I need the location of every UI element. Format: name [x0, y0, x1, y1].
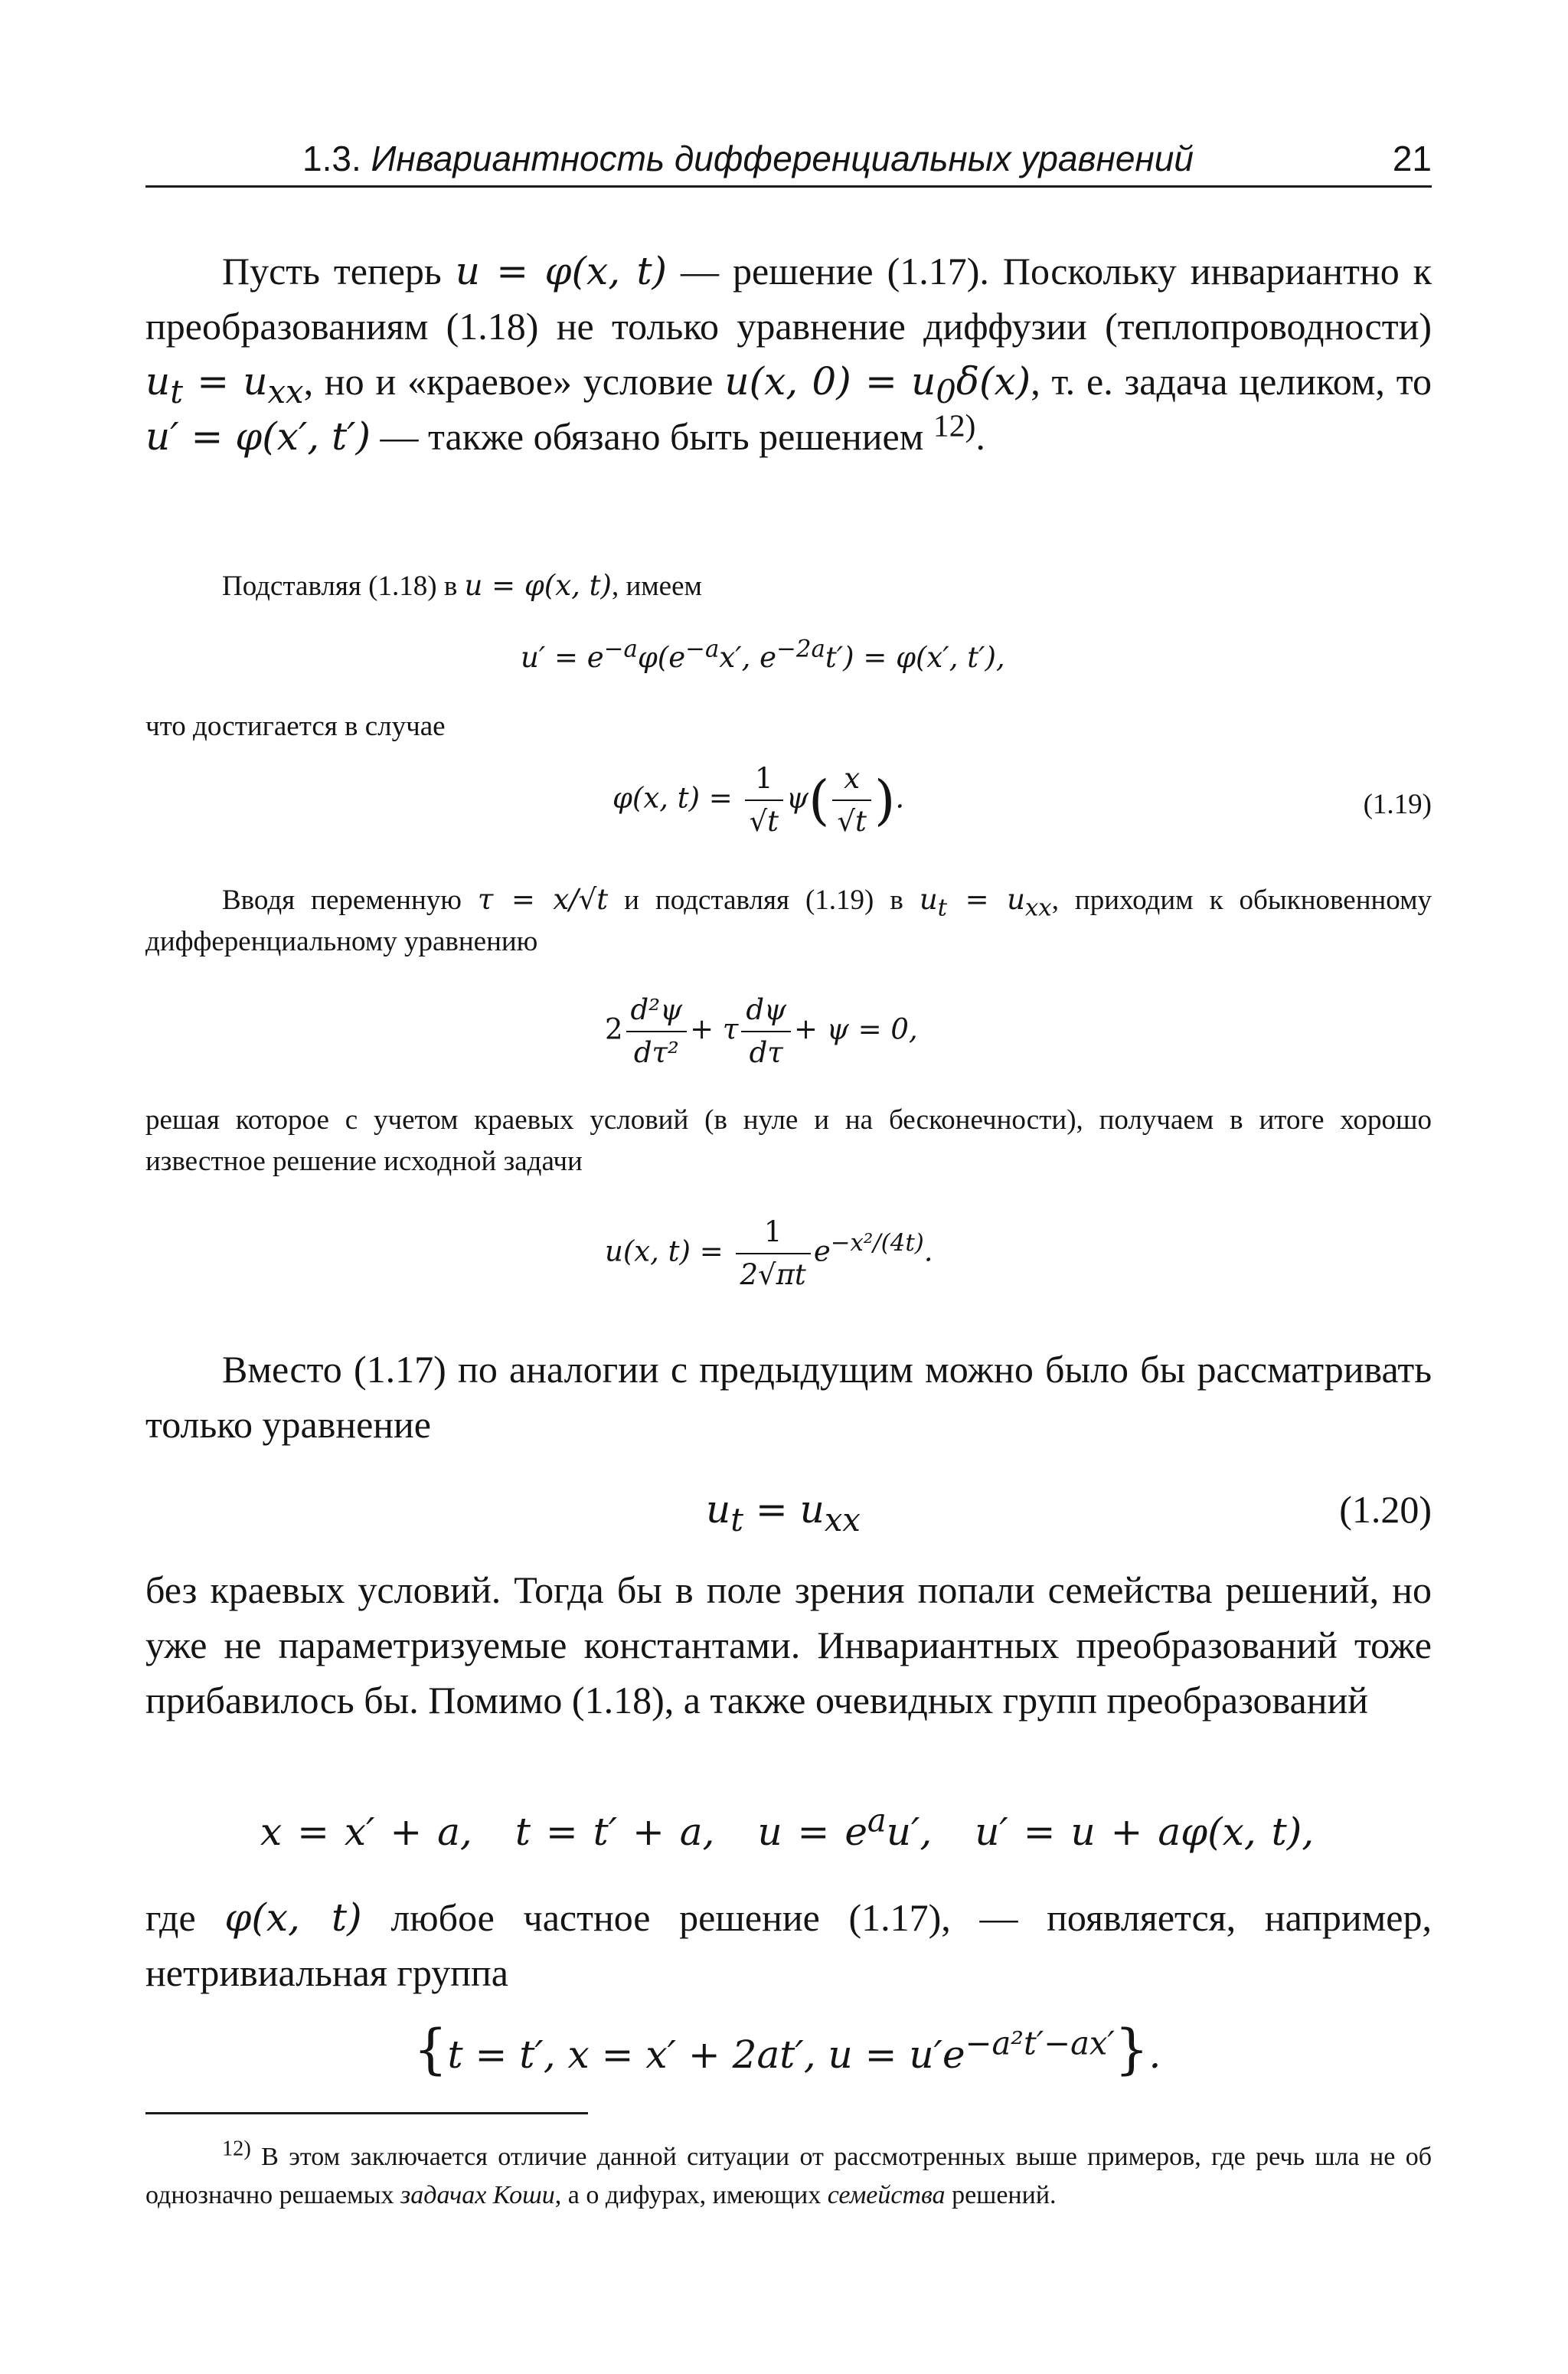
paragraph-4 — [145, 1890, 1432, 2000]
equation-substitution — [521, 637, 1005, 679]
text: решая которое с учетом краевых условий (в нуле и на бесконечности), получаем в итоге хорошо известное решение исходной задачи — [145, 1104, 1432, 1177]
numerator: 1 — [736, 1212, 811, 1254]
math-part: φ(e — [637, 641, 686, 674]
text: , но и «краевое» условие — [303, 360, 714, 403]
section-number: 1.3. — [302, 139, 361, 178]
math-sup: −2a — [776, 635, 825, 663]
numerator: dψ — [741, 989, 791, 1032]
italic-text: задачах Коши — [400, 2181, 555, 2209]
math-part: u = e — [757, 1810, 867, 1854]
math-inline: u = φ(x, t) — [464, 569, 612, 602]
math-part: x = x′ + a, — [260, 1810, 472, 1854]
text: — также обязано быть решением — [380, 415, 924, 458]
equation-nontrivial-group — [413, 2018, 1161, 2082]
math-sup: −x²/(4t) — [830, 1229, 924, 1257]
section-name: Инвариантность дифференциальных уравнений — [371, 139, 1194, 178]
math-part: e — [813, 1234, 831, 1268]
brace-open: { — [413, 2018, 448, 2081]
math-part: φ(x, t) = — [612, 781, 733, 815]
math-inline: τ = x/√t — [477, 883, 609, 916]
math-part: u — [706, 1487, 731, 1532]
italic-text: семейства — [827, 2181, 946, 2209]
paragraph-3 — [145, 1562, 1432, 1728]
text: любое частное решение (1.17), — появляется, например, нетривиальная группа — [145, 1896, 1432, 1994]
equation-solution — [605, 1212, 933, 1296]
math-sub: t — [170, 373, 183, 410]
section-title — [302, 138, 1194, 179]
math-part: = u — [947, 883, 1025, 916]
paren-open: ( — [808, 769, 830, 832]
text: . — [975, 415, 985, 458]
running-header — [145, 135, 1432, 188]
math-part: δ(x) — [956, 359, 1031, 404]
fraction — [736, 1212, 811, 1296]
fraction — [626, 989, 688, 1074]
math-part: u — [145, 359, 171, 404]
footnote-ref[interactable]: 12) — [933, 408, 976, 444]
math-sub: t — [730, 1501, 743, 1539]
text: — решение (1.17). Поскольку инвариантно к преобразованиям (1.18) не только уравнение диффузии (теплопроводности) — [145, 250, 1432, 348]
numerator: d²ψ — [626, 989, 688, 1032]
math-part: . — [923, 1234, 933, 1268]
equation-ode — [605, 989, 918, 1074]
math-inline — [919, 883, 1052, 922]
footnote-mark: 12) — [222, 2137, 251, 2161]
denominator: dτ² — [633, 1036, 679, 1069]
fraction — [832, 758, 871, 842]
denominator: 2√πt — [740, 1258, 806, 1291]
text: Подставляя (1.18) в — [222, 571, 458, 602]
numerator: 1 — [745, 758, 783, 801]
equation-groups — [260, 1801, 1315, 1859]
math-part: = u — [182, 359, 268, 404]
math-sup: −a — [685, 635, 720, 663]
math-sub: xx — [824, 1501, 861, 1539]
equation-1-19 — [612, 758, 904, 842]
math-inline: u = φ(x, t) — [455, 249, 668, 293]
math-part: u(x, t) = — [605, 1234, 724, 1268]
math-part: u — [919, 883, 938, 916]
text: Вводя переменную — [222, 885, 462, 916]
small-paragraph-4 — [145, 1100, 1432, 1182]
equation-label-1-20: (1.20) — [1339, 1488, 1432, 1531]
math-part: = u — [743, 1487, 825, 1532]
paragraph-1 — [145, 244, 1432, 464]
math-part: . — [895, 781, 905, 815]
math-part: u′ = e — [521, 641, 604, 674]
text: без краевых условий. Тогда бы в поле зрения попали семейства решений, но уже не параметризуемые константами. Инвариантных преобразований тоже прибавилось бы. Помимо (1.18), а также очевидных групп преобразований — [145, 1568, 1432, 1722]
paren-close: ) — [874, 769, 896, 832]
math-part: + ψ = 0, — [794, 1012, 918, 1046]
math-sup: a — [867, 1801, 887, 1839]
math-part: t = t′, x = x′ + 2at′, u = u′e — [447, 2032, 965, 2077]
math-part: x′, e — [719, 641, 777, 674]
page-number: 21 — [1392, 139, 1432, 178]
math-inline — [724, 359, 1031, 410]
math-part: u′ = u + aφ(x, t), — [975, 1810, 1315, 1854]
text: решений. — [952, 2181, 1057, 2209]
math-part: ψ — [786, 781, 809, 815]
text: , имеем — [611, 571, 702, 602]
footnote — [145, 2138, 1432, 2215]
math-sup: −a — [603, 635, 638, 663]
math-part: u(x, 0) = u — [724, 359, 936, 404]
fraction — [745, 758, 783, 842]
math-part: . — [1148, 2032, 1161, 2077]
brace-close: } — [1114, 2018, 1149, 2081]
footnote-rule — [145, 2112, 588, 2114]
denominator: √t — [837, 805, 867, 838]
equation-label-1-19: (1.19) — [1363, 789, 1432, 820]
math-part: t′) = φ(x′, t′), — [825, 641, 1005, 674]
math-inline: u′ = φ(x′, t′) — [145, 414, 371, 459]
denominator: dτ — [749, 1036, 783, 1069]
math-sub: t — [937, 894, 948, 922]
math-inline: φ(x, t) — [224, 1895, 362, 1940]
math-part: 2 — [605, 1012, 623, 1046]
denominator: √t — [749, 805, 779, 838]
text: и подставляя (1.19) в — [624, 885, 903, 916]
numerator: x — [832, 758, 871, 801]
math-sub: xx — [1024, 894, 1052, 922]
text: , а о дифурах, имеющих — [554, 2181, 822, 2209]
math-part: t = t′ + a, — [514, 1810, 715, 1854]
math-sub: 0 — [936, 373, 956, 410]
math-sup: −a²t′−ax′ — [965, 2024, 1115, 2062]
text: В этом заключается отличие данной ситуации от рассмотренных выше примеров, где речь шла не об однозначно решаемых — [145, 2143, 1432, 2209]
math-part: u′, — [886, 1810, 933, 1854]
text: Пусть теперь — [222, 250, 442, 293]
fraction — [741, 989, 791, 1074]
math-sub: xx — [267, 373, 304, 410]
math-inline — [145, 359, 304, 410]
text: , приходим к обыкновенному дифференциальному уравнению — [145, 885, 1432, 957]
small-paragraph-3 — [145, 879, 1432, 963]
text: Вместо (1.17) по аналогии с предыдущим можно было бы рассматривать только уравнение — [145, 1348, 1432, 1446]
text: что достигается в случае — [145, 711, 446, 742]
small-paragraph-2 — [145, 706, 1432, 747]
paragraph-2 — [145, 1342, 1432, 1452]
text: где — [145, 1896, 196, 1939]
math-part: + τ — [690, 1012, 739, 1046]
text: , т. е. задача целиком, то — [1031, 360, 1432, 403]
equation-1-20 — [706, 1482, 861, 1537]
small-paragraph-1 — [145, 565, 1432, 607]
